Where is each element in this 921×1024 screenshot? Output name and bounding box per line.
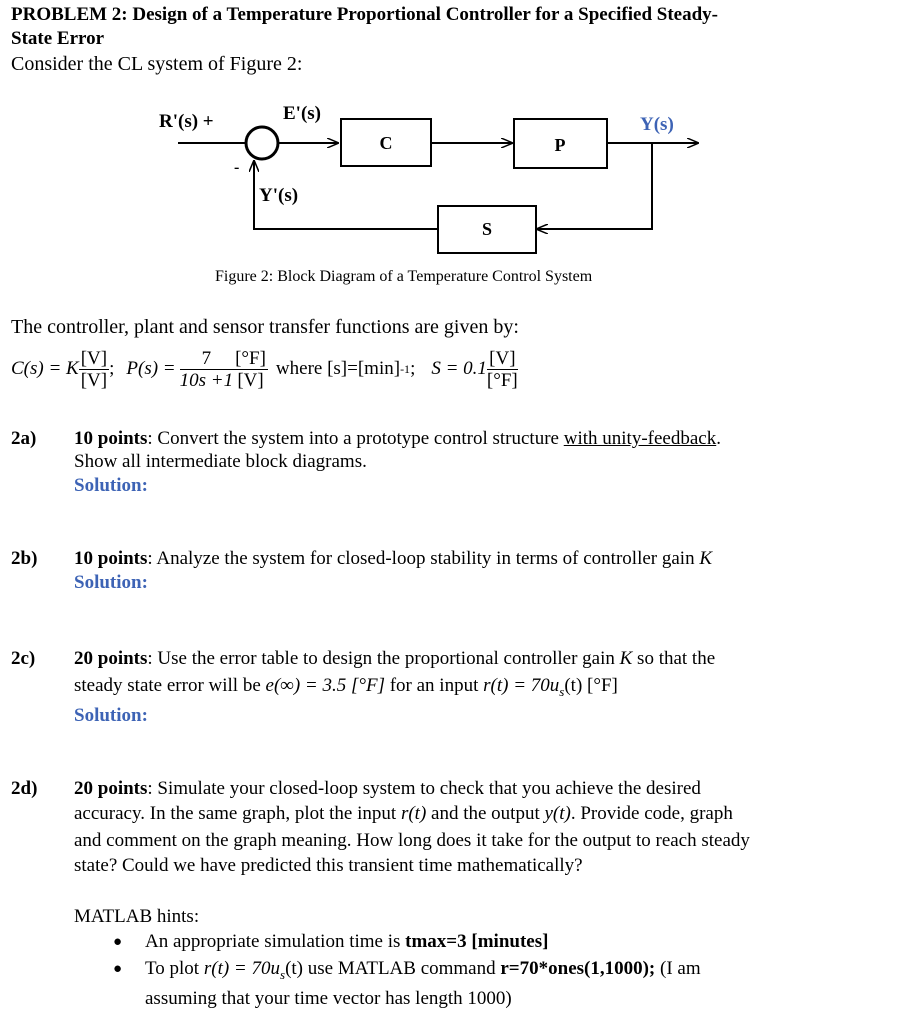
part-2c-line2 <box>74 675 618 700</box>
hints-title: MATLAB hints: <box>74 906 200 927</box>
figure-caption: Figure 2: Block Diagram of a Temperature Control System <box>215 268 593 285</box>
p-fraction1 <box>180 348 233 391</box>
hint-bullet-2-line2: assuming that your time vector has length 1000) <box>145 988 512 1009</box>
plant-label: P <box>554 135 566 155</box>
bullet-2-icon: ● <box>113 961 123 977</box>
sep2: ; <box>410 358 416 379</box>
part-2d-id: 2d) <box>11 778 38 799</box>
part-2a-line1 <box>74 428 721 450</box>
hint-2-command: r=70*ones(1,1000); <box>500 958 656 979</box>
problem-intro: Consider the CL system of Figure 2: <box>11 53 303 75</box>
hint-bullet-2 <box>145 958 701 983</box>
part-2c-points: 20 points <box>74 648 148 669</box>
part-2b-line1 <box>74 548 712 570</box>
output-label: Y(s) <box>640 114 674 135</box>
sep1: ; <box>109 358 115 379</box>
part-2c-line1 <box>74 648 715 670</box>
hint-2-sub: s <box>280 966 286 982</box>
part-2a-text-after: . <box>716 428 721 449</box>
p-den2: [V] <box>237 369 264 391</box>
s-num: [V] <box>487 348 518 370</box>
hint-2-eq-end: (t) <box>285 958 303 979</box>
part-2a-solution: Solution: <box>74 475 148 496</box>
part-2d-line2-b: and the output <box>426 803 545 824</box>
hint-2-text: To plot <box>145 958 204 979</box>
hint-2-text-b: use MATLAB command <box>303 958 501 979</box>
p-den1: 10s +1 <box>179 369 234 391</box>
part-2c-id: 2c) <box>11 648 36 669</box>
part-2c-line2-b: for an input <box>384 675 484 696</box>
part-2d-line1 <box>74 778 701 800</box>
feedback-label: Y'(s) <box>259 185 299 206</box>
c-num: [V] <box>80 347 108 369</box>
part-2c-var: K <box>619 648 633 669</box>
p-fraction2 <box>233 348 268 391</box>
minus-sign: - <box>234 159 240 176</box>
part-2d-text: : Simulate your closed-loop system to check that you achieve the desired <box>147 778 701 799</box>
part-2a-text: : Convert the system into a prototype control structure <box>147 428 564 449</box>
bullet-1-icon: ● <box>113 934 123 950</box>
part-2a-points: 10 points <box>74 428 148 449</box>
part-2c-sub: s <box>559 683 565 699</box>
part-2d-y: y(t) <box>544 803 571 824</box>
hint-2-eq: r(t) = 70u <box>203 958 280 979</box>
part-2a-underlined: with unity-feedback <box>563 428 717 449</box>
hint-2-text-c: (I am <box>655 958 701 979</box>
c-fraction <box>79 348 109 391</box>
part-2c-line2-a: steady state error will be <box>74 675 266 696</box>
s-den: [°F] <box>486 369 518 391</box>
c-lhs: C(s) = K <box>11 358 79 379</box>
where-text: where [s]=[min] <box>275 358 401 379</box>
p-num1: 7 <box>180 348 233 370</box>
p-lhs: P(s) = <box>126 358 176 379</box>
c-den: [V] <box>80 369 108 391</box>
part-2d-line4: state? Could we have predicted this transient time mathematically? <box>74 855 583 876</box>
part-2b-id: 2b) <box>11 548 38 569</box>
part-2c-text: : Use the error table to design the proportional controller gain <box>147 648 620 669</box>
part-2d-line2-c: . Provide code, graph <box>570 803 733 824</box>
part-2b-points: 10 points <box>74 548 148 569</box>
e-label: E'(s) <box>283 103 321 124</box>
where-exp: -1 <box>400 361 411 376</box>
part-2b-text: : Analyze the system for closed-loop stability in terms of controller gain <box>147 548 700 569</box>
p-num2: [°F] <box>235 347 266 369</box>
part-2b-solution: Solution: <box>74 572 148 593</box>
problem-title-line1: PROBLEM 2: Design of a Temperature Proportional Controller for a Specified Steady- <box>11 4 719 25</box>
hint-bullet-1 <box>145 931 548 953</box>
part-2d-line3: and comment on the graph meaning. How long does it take for the output to reach steady <box>74 830 750 851</box>
part-2d-r: r(t) <box>400 803 427 824</box>
s-lhs: S = 0.1 <box>431 358 487 379</box>
hint-1-bold: tmax=3 [minutes] <box>405 931 549 952</box>
block-diagram <box>0 0 921 300</box>
part-2c-solution: Solution: <box>74 705 148 726</box>
summing-junction <box>246 127 278 159</box>
part-2c-text2: so that the <box>632 648 716 669</box>
part-2d-line2 <box>74 803 733 825</box>
part-2c-error-eq: e(∞) = 3.5 [°F] <box>265 675 385 696</box>
r-label: R'(s) + <box>159 111 214 132</box>
part-2a-line2: Show all intermediate block diagrams. <box>74 451 367 472</box>
part-2d-line2-a: accuracy. In the same graph, plot the input <box>74 803 401 824</box>
part-2b-var: K <box>699 548 713 569</box>
part-2a-id: 2a) <box>11 428 37 449</box>
transfer-intro: The controller, plant and sensor transfer functions are given by: <box>11 316 519 338</box>
sensor-label: S <box>481 219 493 239</box>
s-fraction <box>487 348 518 391</box>
transfer-equations <box>11 345 518 393</box>
problem-title-line2: State Error <box>11 28 105 49</box>
part-2c-input-eq: r(t) = 70u <box>483 675 560 696</box>
hint-1-text: An appropriate simulation time is <box>145 931 406 952</box>
part-2c-input-eq-end: (t) [°F] <box>564 675 618 696</box>
controller-label: C <box>379 133 393 153</box>
part-2d-points: 20 points <box>74 778 148 799</box>
